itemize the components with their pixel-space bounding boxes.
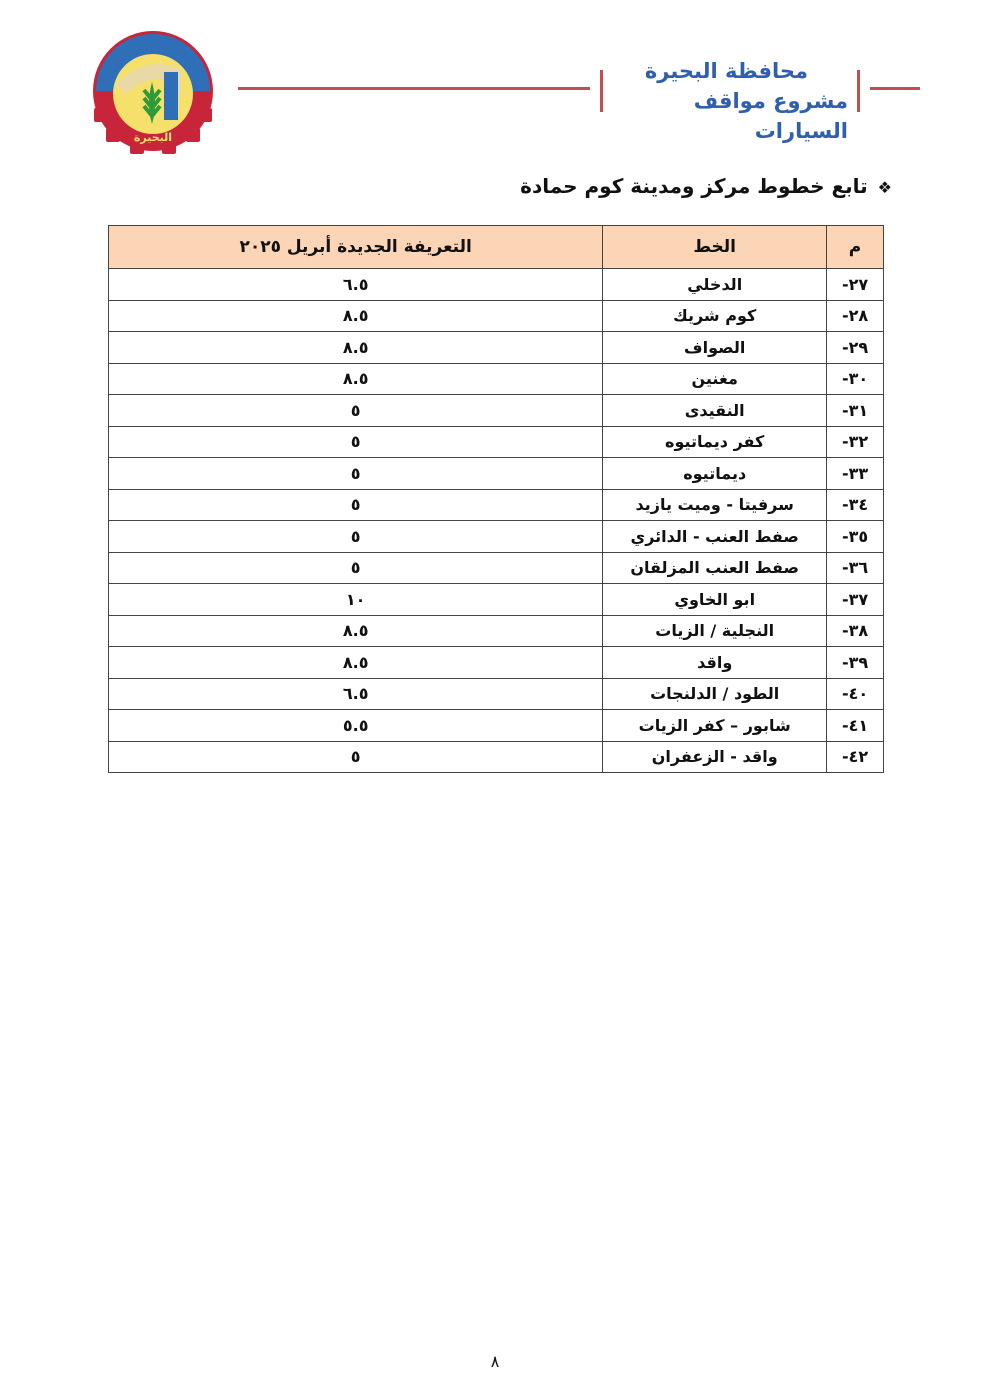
row-index: ٣٣- — [827, 458, 884, 490]
row-fare: ٨.٥ — [109, 363, 603, 395]
table-row — [109, 521, 884, 553]
row-line: الدخلي — [603, 269, 827, 301]
row-fare: ٥ — [109, 458, 603, 490]
row-line: واقد — [603, 647, 827, 679]
row-fare: ٥ — [109, 521, 603, 553]
row-line: النقيدى — [603, 395, 827, 427]
table-row — [109, 741, 884, 773]
header-rule-right — [870, 87, 920, 90]
header-title — [610, 56, 848, 146]
header-index: م — [827, 226, 884, 269]
table-row — [109, 300, 884, 332]
row-line: صفط العنب المزلقان — [603, 552, 827, 584]
table-row — [109, 458, 884, 490]
section-title — [520, 174, 892, 198]
table-row — [109, 395, 884, 427]
row-index: ٢٧- — [827, 269, 884, 301]
table-row — [109, 647, 884, 679]
row-fare: ١٠ — [109, 584, 603, 616]
row-line: سرفيتا - وميت يازيد — [603, 489, 827, 521]
row-fare: ٦.٥ — [109, 678, 603, 710]
row-fare: ٦.٥ — [109, 269, 603, 301]
row-index: ٣٤- — [827, 489, 884, 521]
row-index: ٤١- — [827, 710, 884, 742]
row-fare: ٥ — [109, 489, 603, 521]
row-fare: ٥.٥ — [109, 710, 603, 742]
fares-table — [108, 225, 884, 773]
table-row — [109, 363, 884, 395]
header-fare: التعريفة الجديدة أبريل ٢٠٢٥ — [109, 226, 603, 269]
row-fare: ٥ — [109, 552, 603, 584]
table-row — [109, 678, 884, 710]
header-divider-right — [857, 70, 860, 112]
row-line: كوم شريك — [603, 300, 827, 332]
row-line: الصواف — [603, 332, 827, 364]
table-row — [109, 269, 884, 301]
row-fare: ٨.٥ — [109, 300, 603, 332]
table-row — [109, 332, 884, 364]
row-index: ٣٢- — [827, 426, 884, 458]
row-fare: ٨.٥ — [109, 332, 603, 364]
table-row — [109, 426, 884, 458]
row-line: شابور – كفر الزيات — [603, 710, 827, 742]
row-index: ٢٨- — [827, 300, 884, 332]
row-index: ٣٨- — [827, 615, 884, 647]
row-index: ٣٩- — [827, 647, 884, 679]
row-index: ٣١- — [827, 395, 884, 427]
section-title-text: تابع خطوط مركز ومدينة كوم حمادة — [520, 174, 868, 198]
page-number: ٨ — [490, 1352, 500, 1371]
row-index: ٤٢- — [827, 741, 884, 773]
row-line: ابو الخاوي — [603, 584, 827, 616]
row-line: النجلية / الزيات — [603, 615, 827, 647]
row-index: ٣٥- — [827, 521, 884, 553]
row-fare: ٨.٥ — [109, 647, 603, 679]
logo-caption: البحيرة — [133, 131, 173, 144]
project-name: مشروع مواقف السيارات — [693, 89, 848, 143]
table-row — [109, 584, 884, 616]
row-fare: ٥ — [109, 395, 603, 427]
row-fare: ٥ — [109, 426, 603, 458]
row-index: ٣٠- — [827, 363, 884, 395]
header-rule-left — [238, 87, 590, 90]
header-divider-left — [600, 70, 603, 112]
table-row — [109, 615, 884, 647]
governorate-logo — [86, 24, 220, 158]
table-row — [109, 552, 884, 584]
row-line: ديماتيوه — [603, 458, 827, 490]
table-row — [109, 489, 884, 521]
row-index: ٤٠- — [827, 678, 884, 710]
row-line: صفط العنب - الدائري — [603, 521, 827, 553]
row-index: ٣٧- — [827, 584, 884, 616]
row-fare: ٨.٥ — [109, 615, 603, 647]
header-line: الخط — [603, 226, 827, 269]
row-index: ٢٩- — [827, 332, 884, 364]
row-line: الطود / الدلنجات — [603, 678, 827, 710]
row-line: كفر ديماتيوه — [603, 426, 827, 458]
table-header-row — [109, 226, 884, 269]
row-line: واقد - الزعفران — [603, 741, 827, 773]
diamond-bullet-icon: ❖ — [877, 178, 892, 197]
row-index: ٣٦- — [827, 552, 884, 584]
row-line: مغنين — [603, 363, 827, 395]
table-row — [109, 710, 884, 742]
row-fare: ٥ — [109, 741, 603, 773]
governorate-name: محافظة البحيرة — [644, 59, 808, 83]
